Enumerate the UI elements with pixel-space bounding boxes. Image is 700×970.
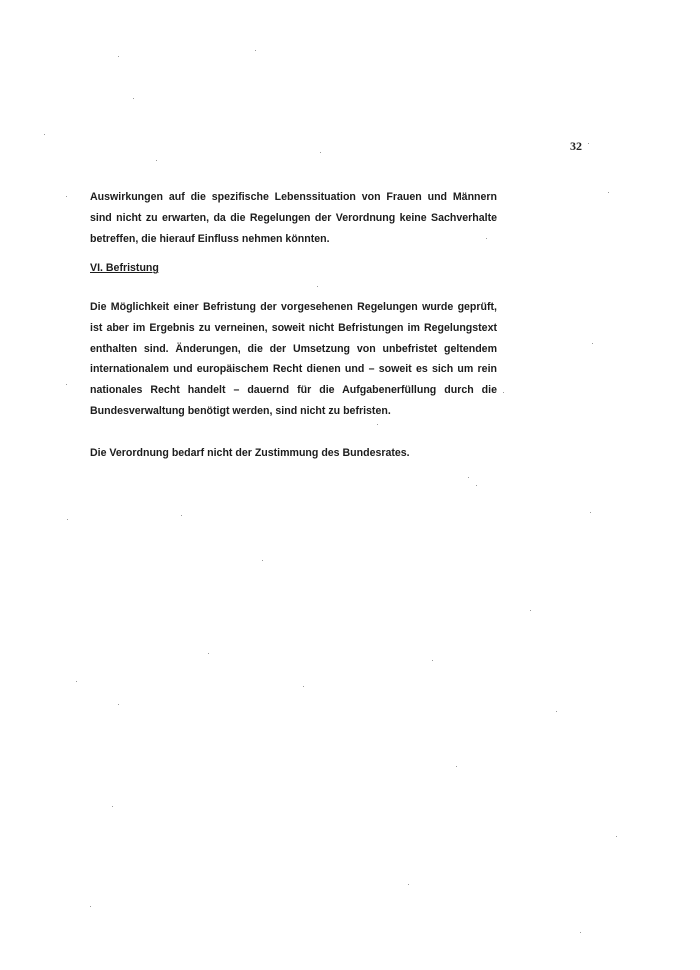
scan-speck xyxy=(262,560,263,561)
paragraph-text: Die Möglichkeit einer Befristung der vorgesehenen Regelungen wurde geprüft, ist aber im Ergebnis zu verneinen, soweit nicht Befristungen im Regelungstext enthalten sind. Änderungen, die der Umsetzung von unbefristet geltendem internationalem und europäischem Recht dienen und – soweit es sich um rein nationales Recht handelt – dauernd für die Aufgabenerfüllung durch die Bundesverwaltung benötigt werden, sind nicht zu befristen. xyxy=(90,301,497,417)
scan-speck xyxy=(377,424,378,425)
scan-speck xyxy=(44,134,45,135)
section-heading: VI. Befristung xyxy=(90,262,159,274)
paragraph-gender-impact xyxy=(90,187,497,249)
scan-speck xyxy=(580,932,581,933)
page-number: 32 xyxy=(570,139,582,153)
scan-speck xyxy=(76,681,77,682)
scan-speck xyxy=(432,660,433,661)
scan-speck xyxy=(317,286,318,287)
scan-speck xyxy=(503,392,504,393)
scan-speck xyxy=(156,160,157,161)
scan-speck xyxy=(456,766,457,767)
paragraph-text: Auswirkungen auf die spezifische Lebenssituation von Frauen und Männern sind nicht zu erwarten, da die Regelungen der Verordnung keine Sachverhalte betreffen, die hierauf Einfluss nehmen könnten. xyxy=(90,191,497,245)
scan-speck xyxy=(90,906,91,907)
scan-speck xyxy=(408,884,409,885)
scan-speck xyxy=(590,512,591,513)
scan-speck xyxy=(67,519,68,520)
scan-speck xyxy=(608,192,609,193)
scan-speck xyxy=(118,704,119,705)
scan-speck xyxy=(588,143,589,144)
scan-speck xyxy=(592,343,593,344)
paragraph-time-limit xyxy=(90,297,497,422)
scan-speck xyxy=(112,806,113,807)
scan-speck xyxy=(66,384,67,385)
scan-speck xyxy=(530,610,531,611)
scan-speck xyxy=(181,515,182,516)
closing-statement xyxy=(90,443,497,464)
scan-speck xyxy=(118,56,119,57)
paragraph-text: Die Verordnung bedarf nicht der Zustimmung des Bundesrates. xyxy=(90,447,410,459)
scan-speck xyxy=(208,653,209,654)
scan-speck xyxy=(468,477,469,478)
scan-speck xyxy=(133,98,134,99)
scan-speck xyxy=(303,686,304,687)
scan-speck xyxy=(616,836,617,837)
scan-speck xyxy=(255,50,256,51)
scan-speck xyxy=(476,485,477,486)
scan-speck xyxy=(66,196,67,197)
scan-speck xyxy=(556,711,557,712)
